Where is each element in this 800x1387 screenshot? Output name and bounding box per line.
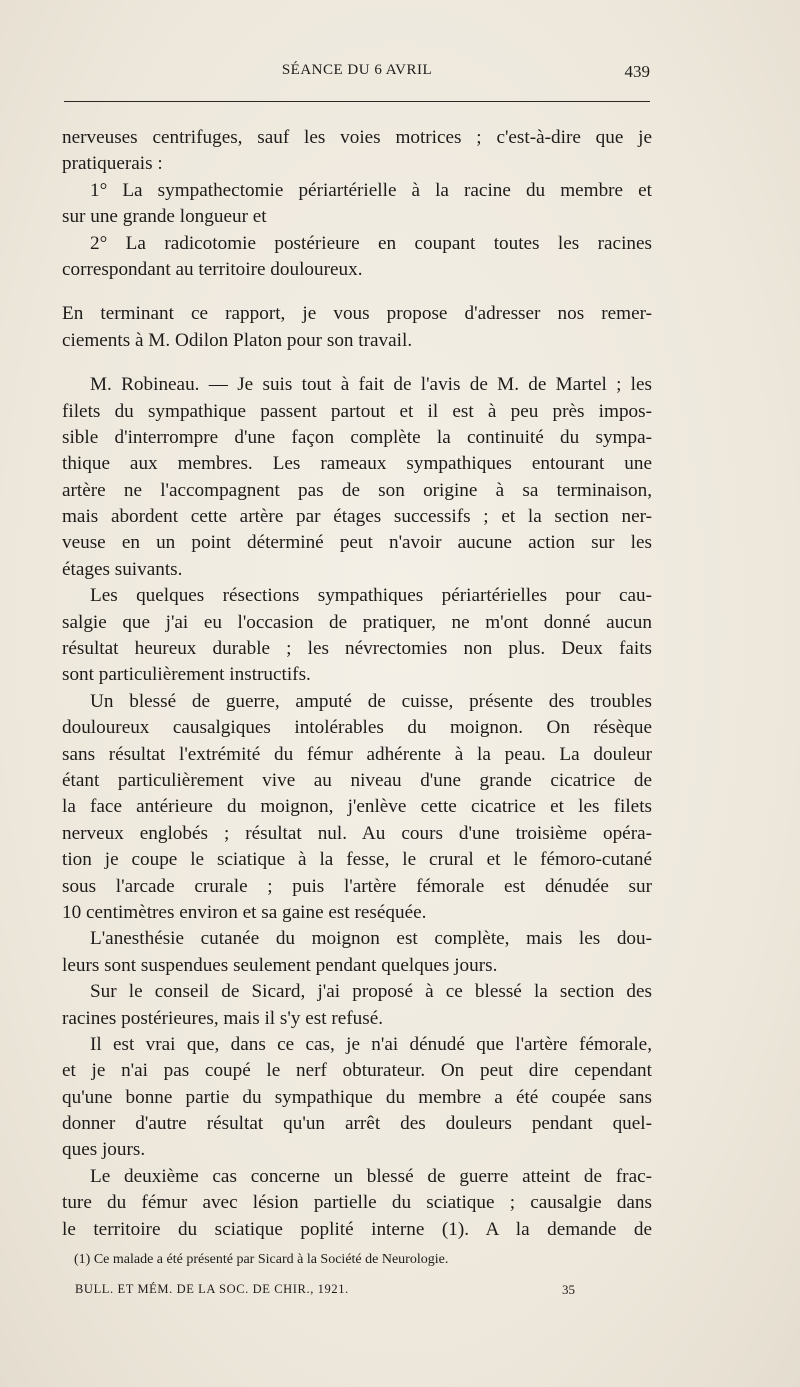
header-rule — [64, 101, 650, 102]
text-line: qu'une bonne partie du sympathique du membre a été coupée sans — [62, 1086, 652, 1108]
text-line: racines postérieures, mais il s'y est refusé. — [62, 1007, 384, 1029]
text-line: 10 centimètres environ et sa gaine est reséquée. — [62, 901, 427, 923]
text-line: Sur le conseil de Sicard, j'ai proposé à ce blessé la section des — [90, 981, 652, 1003]
text-line: donner d'autre résultat qu'un arrêt des douleurs pendant quel- — [62, 1113, 652, 1135]
signature-line: BULL. ET MÉM. DE LA SOC. DE CHIR., 1921. — [75, 1282, 349, 1296]
text-line: filets du sympathique passent partout et il est à peu près impos- — [62, 400, 652, 422]
text-line: mais abordent cette artère par étages successifs ; et la section ner- — [62, 506, 652, 528]
text-line: 2° La radicotomie postérieure en coupant toutes les racines — [90, 232, 652, 254]
text-line: Un blessé de guerre, amputé de cuisse, présente des troubles — [90, 690, 652, 712]
text-line: le territoire du sciatique poplité interne (1). A la demande de — [62, 1218, 652, 1240]
text-line: nerveuses centrifuges, sauf les voies motrices ; c'est-à-dire que je — [62, 127, 652, 148]
text-line: douloureux causalgiques intolérables du moignon. On résèque — [62, 717, 652, 739]
text-line: tion je coupe le sciatique à la fesse, le crural et le fémoro-cutané — [62, 849, 652, 871]
text-line: sous l'arcade crurale ; puis l'artère fémorale est dénudée sur — [62, 875, 652, 897]
text-line: M. Robineau. — Je suis tout à fait de l'avis de M. de Martel ; les — [90, 374, 652, 396]
text-line: veuse en un point déterminé peut n'avoir aucune action sur les — [62, 532, 652, 554]
body-text — [62, 125, 652, 1243]
text-line: artère ne l'accompagnent pas de son origine à sa terminaison, — [62, 479, 652, 501]
text-line: L'anesthésie cutanée du moignon est complète, mais les dou- — [90, 928, 652, 950]
text-line: salgie que j'ai eu l'occasion de pratiquer, ne m'ont donné aucun — [62, 611, 652, 633]
text-line: thique aux membres. Les rameaux sympathiques entourant une — [62, 453, 652, 475]
signature-mark: 35 — [562, 1282, 575, 1297]
paragraph-gap — [62, 354, 652, 372]
text-line: ques jours. — [62, 1139, 146, 1161]
page-number: 439 — [624, 62, 650, 81]
text-line: En terminant ce rapport, je vous propose d'adresser nos remer- — [62, 303, 652, 325]
text-line: ture du fémur avec lésion partielle du sciatique ; causalgie dans — [62, 1192, 652, 1214]
text-line: nerveux englobés ; résultat nul. Au cours d'une troisième opéra- — [62, 822, 652, 844]
text-line: Les quelques résections sympathiques périartérielles pour cau- — [90, 585, 652, 607]
paragraph-gap — [62, 283, 652, 301]
text-line: et je n'ai pas coupé le nerf obturateur. On peut dire cependant — [62, 1060, 652, 1082]
text-line: sont particulièrement instructifs. — [62, 664, 311, 686]
text-line: ciements à M. Odilon Platon pour son travail. — [62, 329, 413, 351]
running-head — [62, 62, 652, 86]
text-line: Il est vrai que, dans ce cas, je n'ai dénudé que l'artère fémorale, — [90, 1033, 652, 1055]
text-line: sible d'interrompre d'une façon complète la continuité du sympa- — [62, 426, 652, 448]
footnotes — [62, 1250, 652, 1270]
text-line: correspondant au territoire douloureux. — [62, 258, 363, 280]
text-line: sans résultat l'extrémité du fémur adhérente à la peau. La douleur — [62, 743, 652, 765]
text-line: 1° La sympathectomie périartérielle à la racine du membre et — [90, 179, 652, 201]
text-line: sur une grande longueur et — [62, 206, 267, 228]
running-title: SÉANCE DU 6 AVRIL — [281, 62, 433, 78]
text-line: résultat heureux durable ; les névrectomies non plus. Deux faits — [62, 638, 652, 660]
text-line: la face antérieure du moignon, j'enlève cette cicatrice et les filets — [62, 796, 652, 818]
text-line: Le deuxième cas concerne un blessé de guerre atteint de frac- — [90, 1165, 652, 1187]
text-line: leurs sont suspendues seulement pendant quelques jours. — [62, 954, 498, 976]
footnote: (1) Ce malade a été présenté par Sicard à la Société de Neurologie. — [74, 1252, 449, 1267]
text-line: étant particulièrement vive au niveau d'une grande cicatrice de — [62, 769, 652, 791]
text-line: étages suivants. — [62, 558, 183, 580]
text-line: pratiquerais : — [62, 153, 163, 175]
